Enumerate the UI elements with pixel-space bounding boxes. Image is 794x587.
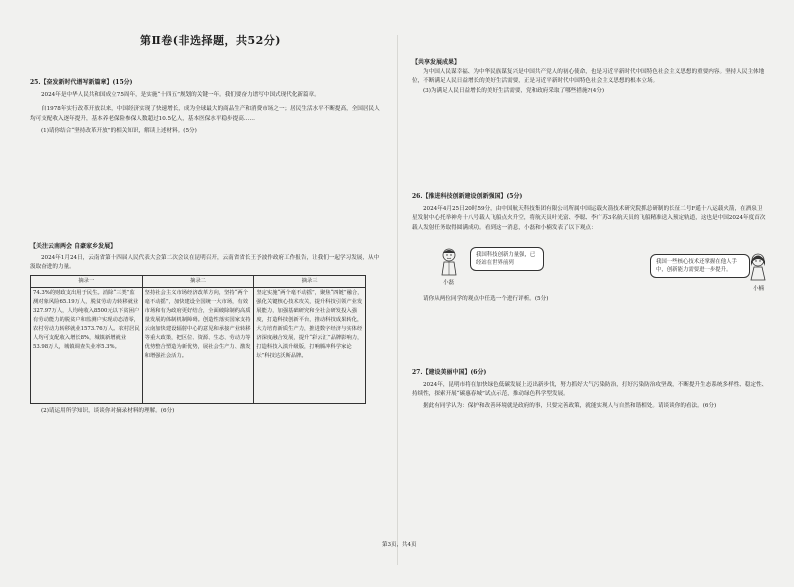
share-task: (3)为满足人民日益增长的美好生活需要，党和政府采取了哪些措施?(4分) bbox=[423, 87, 605, 94]
student-left-figure bbox=[436, 247, 462, 277]
table-header: 摘录二 bbox=[142, 275, 254, 287]
q25-para1: 2024年是中华人民共和国成立75周年，是实施“十四五”规划的关键一年。我们要奋力谱写中国式现代化新篇章。 bbox=[41, 91, 320, 98]
q26-task-block bbox=[412, 295, 768, 305]
speech-bubble-left: 我国科技创新力量强，已经站在世界前列 bbox=[470, 247, 544, 271]
q25-heading: 25.【奋发新时代谱写新篇章】(15分) bbox=[30, 79, 133, 86]
share-heading: 【共享发展成果】 bbox=[412, 59, 461, 66]
table-cell: 74.3%的财政支出用于民生。消除“三类”监测对象风险65.19万人，脱贫劳动力转移就业327.97万人，人均纯收入8500元以下贫困户有劳动能力的脱贫户和监测户实现动态清零，农村劳动力转移就业1573.76万人。农村居民人均可支配收入增长8%，城镇新增就业53.98万人，城镇调查失业率5.3%。 bbox=[31, 287, 143, 403]
q26-para: 2024年4月25日20时59分，由中国航天科技集团有限公司所属中国运载火箭技术研究院抓总研制的长征二号F遥十八运载火箭，在酒泉卫星发射中心托举神舟十八号载人飞船点火升空，将航天员叶光富、李聪、李广苏3名航天员的飞船精准送入预定轨道，这也是中国2024年度首次载人发射任务取得圆满成功。看到这一消息，小磊和小楠发表了以下观点： bbox=[412, 205, 766, 231]
q25-task: (1)请你结合“坚持改革开放”的相关知识，解读上述材料。(5分) bbox=[41, 128, 197, 134]
section-title: 第Ⅱ卷(非选择题，共52分) bbox=[140, 34, 281, 47]
q27-para2: 据此有同学认为：保护和改善环境就是政府的事，只要完善政策，就能实现人与自然和谐相处。请谈谈你的看法。(6分) bbox=[423, 402, 717, 409]
q25-para2: 自1978年实行改革开放以来，中国经济实现了快速增长，成为全球最大的商品生产和消费市场之一；居民生活水平不断提高，全国居民人均可支配收入逐年提升，基本养老保险参保人数超过10.5亿人，基本医保水平稳步提高…… bbox=[30, 106, 380, 122]
table-row bbox=[31, 287, 366, 403]
yunnan-heading: 【关注云南两会 自豪家乡发展】 bbox=[30, 243, 117, 250]
table-header: 摘录一 bbox=[31, 275, 143, 287]
boy-icon bbox=[436, 247, 462, 277]
student-left-name: 小磊 bbox=[443, 280, 455, 286]
yunnan-task: (2)请运用所学知识，谈谈你对摘录材料的理解。(6分) bbox=[41, 407, 175, 414]
student-right-figure bbox=[746, 252, 770, 282]
student-right-name: 小楠 bbox=[753, 286, 765, 292]
girl-icon bbox=[746, 252, 770, 282]
table-cell: 坚持社会主义市场经济改革方向，坚持“两个毫不动摇”，加快建设全国统一大市场，有效市场和有为政府更好结合，全面破除制约高质量发展的体制机制障碍。创造性落实国家支持云南加快建设辐射中心的意见和承接产业转移等重大政策，把区位、资源、生态、劳动力等优势整合塑造为新优势，展社会生产力、激发和增强社会活力。 bbox=[142, 287, 254, 403]
yunnan-section bbox=[30, 242, 380, 416]
page-fold-divider bbox=[397, 35, 398, 565]
q26-task: 请你从两位同学的观点中任选一个进行评析。(5分) bbox=[423, 296, 549, 302]
right-top-section bbox=[412, 58, 768, 96]
table-header-row bbox=[31, 275, 366, 287]
yunnan-intro: 2024年1月24日，云南省第十四届人民代表大会第二次会议在昆明召开，云南省省长王予波作政府工作报告，让我们一起学习发展，从中汲取奋进的力量。 bbox=[30, 254, 380, 270]
excerpt-table bbox=[30, 275, 366, 404]
left-column bbox=[30, 78, 380, 137]
page-number: 第3页，共4页 bbox=[382, 542, 417, 548]
speech-bubble-right: 我国一些核心技术还掌握在他人手中，创新能力需要进一步提升。 bbox=[650, 254, 750, 278]
q27-section bbox=[412, 368, 768, 411]
table-header: 摘录三 bbox=[254, 275, 366, 287]
table-cell: 坚定实施“两个毫不动摇”，聚焦“四链”融合，强化关键核心技术攻关，提升科技引领产业发展能力，加强基础研究和全社会研发投入强度，打造科技创新平台，推动科技成果转化，大力培育新质生产力，推进数字经济与实体经济深度融合发展，提升“彩云汇”品牌影响力，打造科技入滇升级版，打响腾冲科学家论坛”科技达沃斯品牌。 bbox=[254, 287, 366, 403]
q27-para1: 2024年，昆明市将在加快绿色低碳发展上迈出新步伐，努力抓好大气污染防治，打好污染防治攻坚战，不断提升生态系统多样性、稳定性、持续性，探索开展“碳惠春城”试点示范，推动绿色科学型发展。 bbox=[412, 381, 768, 397]
q26-heading: 26.【推进科技创新建设创新强国】(5分) bbox=[412, 193, 523, 200]
q27-heading: 27.【建设美丽中国】(6分) bbox=[412, 369, 487, 376]
q26-section bbox=[412, 192, 768, 233]
share-para: 为中国人民谋幸福、为中华民族谋复兴是中国共产党人的初心使命，也是习近平新时代中国特色社会主义思想的重要内容。坚持人民主体地位，不断满足人民日益增长的美好生活需要，正是习近平新时代中国特色社会主义思想的根本立场。 bbox=[412, 68, 765, 84]
